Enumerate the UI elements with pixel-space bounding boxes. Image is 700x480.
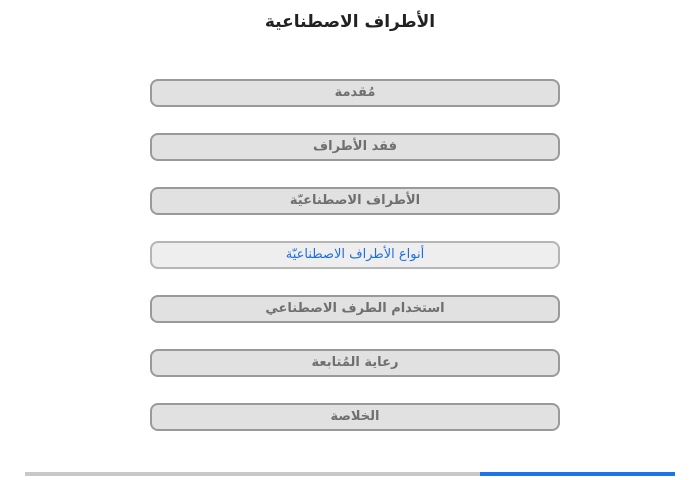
progress-fill [480,472,675,476]
menu-item-limb-loss[interactable]: فقد الأطراف [150,133,560,161]
menu-item-prosthetics[interactable]: الأطراف الاصطناعيّة [150,187,560,215]
menu-item-summary[interactable]: الخلاصة [150,403,560,431]
menu-item-using-prosthesis[interactable]: استخدام الطرف الاصطناعي [150,295,560,323]
progress-bar [25,472,675,476]
menu-item-follow-up-care[interactable]: رعاية المُتابعة [150,349,560,377]
menu-item-prosthetic-types[interactable]: أنواع الأطراف الاصطناعيّة [150,241,560,269]
chapter-menu [150,79,560,457]
page-title: الأطراف الاصطناعية [264,12,436,32]
menu-item-introduction[interactable]: مُقدمة [150,79,560,107]
